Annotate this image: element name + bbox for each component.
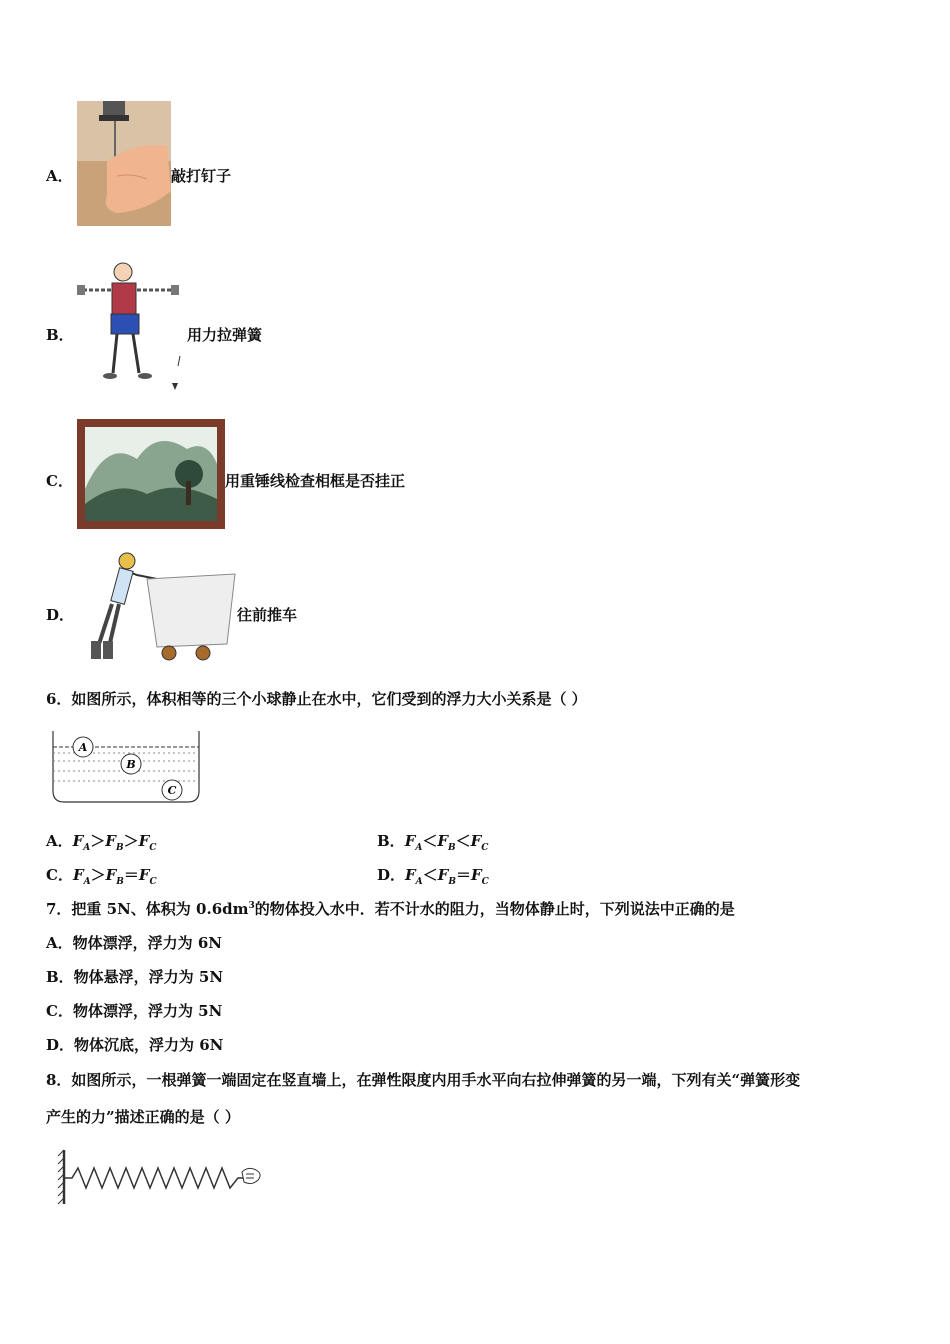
option-d-text: 往前推车 bbox=[237, 606, 298, 624]
ball-c-label: C bbox=[167, 784, 177, 797]
person-pushing-cart-icon bbox=[77, 549, 237, 667]
ball-b-label: B bbox=[126, 758, 136, 771]
q6-stem: 6．如图所示，体积相等的三个小球静止在水中，它们受到的浮力大小关系是（ ） bbox=[46, 690, 587, 708]
option-a-letter: A． bbox=[46, 167, 73, 185]
option-a-text: 敲打钉子 bbox=[171, 167, 232, 185]
q8-stem-line1: 8．如图所示，一根弹簧一端固定在竖直墙上，在弹性限度内用手水平向右拉伸弹簧的另一端，下列有关“弹簧形变 bbox=[46, 1071, 801, 1089]
q6-balls-figure bbox=[52, 731, 200, 803]
ball-a-label: A bbox=[78, 741, 88, 754]
q7-option-d: D．物体沉底，浮力为 6N bbox=[46, 1036, 224, 1054]
framed-painting-icon bbox=[77, 419, 225, 529]
option-b-text: 用力拉弹簧 bbox=[187, 326, 263, 344]
option-c-letter: C． bbox=[46, 472, 73, 490]
option-c-text: 用重锤线检查相框是否挂正 bbox=[225, 472, 406, 490]
option-d-letter: D． bbox=[46, 606, 75, 624]
q7-stem: 7．把重 5N、体积为 $0.6dm^3$的物体投入水中．若不计水的阻力，当物体静止时，下列说法中正确的是 bbox=[46, 900, 735, 918]
q8-stem-line2: 产生的力”描述正确的是（ ） bbox=[46, 1108, 240, 1126]
q6-option-c: C．$F_A>F_B=F_C$ bbox=[46, 866, 157, 887]
spring-wall-hand-icon bbox=[58, 1148, 263, 1206]
q7-option-c: C．物体漂浮，浮力为 5N bbox=[46, 1002, 223, 1020]
option-b-letter: B． bbox=[46, 326, 74, 344]
q7-option-b: B．物体悬浮，浮力为 5N bbox=[46, 968, 224, 986]
q6-option-b: B．$F_A<F_B<F_C$ bbox=[377, 832, 489, 853]
q7-option-a: A．物体漂浮，浮力为 6N bbox=[46, 934, 223, 952]
q6-option-d: D．$F_A<F_B=F_C$ bbox=[377, 866, 489, 887]
q6-option-a: A．$F_A>F_B>F_C$ bbox=[46, 832, 157, 853]
person-spring-icon bbox=[77, 258, 182, 390]
hammer-nail-icon bbox=[77, 101, 171, 226]
